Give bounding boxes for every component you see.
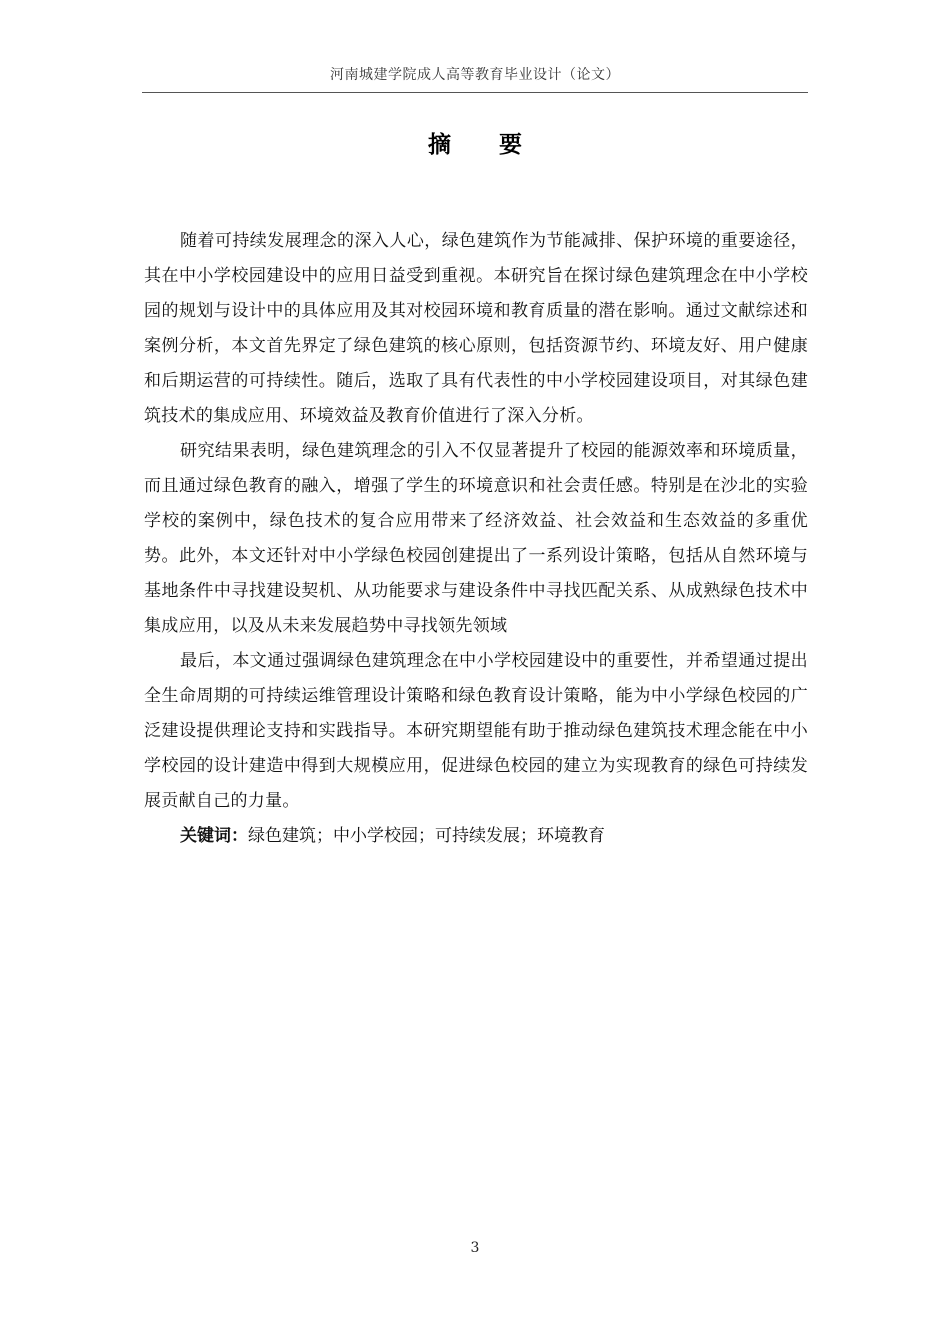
keywords-line: [144, 819, 808, 854]
running-header: 河南城建学院成人高等教育毕业设计（论文）: [330, 67, 620, 83]
keywords-value: 绿色建筑；中小学校园；可持续发展；环境教育: [248, 826, 605, 846]
abstract-paragraph-3: 最后，本文通过强调绿色建筑理念在中小学校园建设中的重要性，并希望通过提出全生命周期的可持续运维管理设计策略和绿色教育设计策略，能为中小学绿色校园的广泛建设提供理论支持和实践指导。本研究期望能有助于推动绿色建筑技术理念能在中小学校园的设计建造中得到大规模应用，促进绿色校园的建立为实现教育的绿色可持续发展贡献自己的力量。: [144, 651, 808, 811]
page-number: 3: [470, 1240, 480, 1256]
header-divider: [142, 92, 808, 93]
abstract-paragraph-2: 研究结果表明，绿色建筑理念的引入不仅显著提升了校园的能源效率和环境质量，而且通过绿色教育的融入，增强了学生的环境意识和社会责任感。特别是在沙北的实验学校的案例中，绿色技术的复合应用带来了经济效益、社会效益和生态效益的多重优势。此外，本文还针对中小学绿色校园创建提出了一系列设计策略，包括从自然环境与基地条件中寻找建设契机、从功能要求与建设条件中寻找匹配关系、从成熟绿色技术中集成应用，以及从未来发展趋势中寻找领先领域: [144, 441, 808, 636]
keywords-label: 关键词：: [180, 826, 248, 846]
abstract-paragraph-1: 随着可持续发展理念的深入人心，绿色建筑作为节能减排、保护环境的重要途径，其在中小学校园建设中的应用日益受到重视。本研究旨在探讨绿色建筑理念在中小学校园的规划与设计中的具体应用及其对校园环境和教育质量的潜在影响。通过文献综述和案例分析，本文首先界定了绿色建筑的核心原则，包括资源节约、环境友好、用户健康和后期运营的可持续性。随后，选取了具有代表性的中小学校园建设项目，对其绿色建筑技术的集成应用、环境效益及教育价值进行了深入分析。: [144, 231, 808, 426]
abstract-title: 摘 要: [427, 132, 542, 158]
abstract-body: [144, 224, 808, 854]
